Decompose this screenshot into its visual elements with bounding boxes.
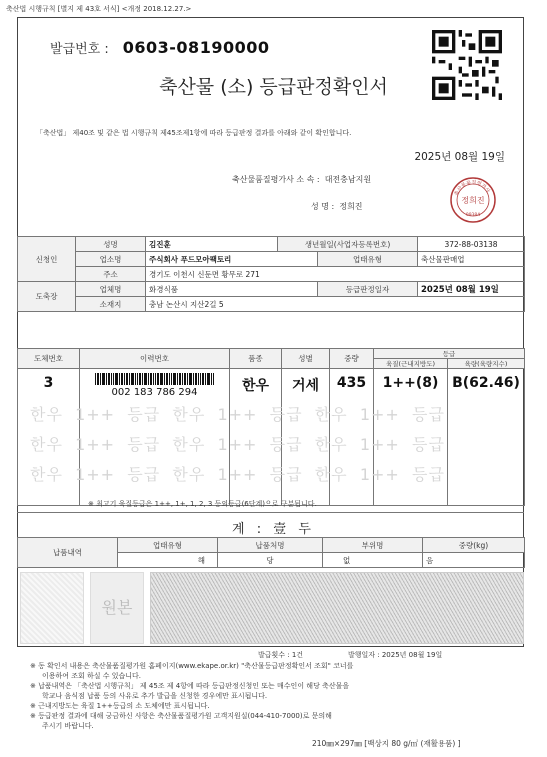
trace-number: 002 183 786 294 (111, 387, 198, 398)
issue-number-label: 발급번호 : (50, 42, 109, 57)
weight: 435 (336, 375, 367, 391)
paper-spec: 210㎜×297㎜ [백상지 80 g/㎡ (재활용품) ] (312, 739, 461, 748)
slaughter-addr-label: 소재지 (76, 297, 146, 312)
slaughterhouse-section-label: 도축장 (18, 282, 76, 312)
seal-top-text: 축산물품질평가사 (453, 179, 491, 197)
applicant-name-label: 성명 (76, 237, 146, 252)
security-noise-pattern (150, 572, 524, 644)
footer-note-1: ※ 동 확인서 내용은 축산물품질평가원 홈페이지(www.ekape.or.kr) "축산물등급판정확인서 조회" 코너를 (30, 662, 354, 670)
legal-statement: 「축산법」 제40조 및 같은 법 시행규칙 제45조제1항에 따라 등급판정 결과를 아래와 같이 확인합니다. (36, 129, 352, 137)
delivery-biz-type: 해 (118, 553, 218, 568)
delivery-dest-header: 납품처명 (218, 538, 323, 553)
watermark-row: 한우 1++ 등급 한우 1++ 등급 한우 1++ 등급 (30, 405, 445, 424)
grade-header: 등급 (374, 349, 525, 359)
certificate-title: 축산물 (소) 등급판정확인서 (159, 76, 388, 98)
sex: 거세 (291, 378, 320, 394)
footer-note-7: 주시기 바랍니다. (42, 722, 94, 730)
original-stamp (90, 572, 144, 644)
seal-center-text: 정희진 (461, 196, 485, 205)
biz-type: 축산물판매업 (418, 252, 525, 267)
watermark-row: 한우 1++ 등급 한우 1++ 등급 한우 1++ 등급 (30, 435, 445, 454)
official-seal (449, 176, 497, 224)
carcass-no: 3 (43, 375, 54, 391)
meat-quality-grade: 1++(8) (382, 375, 439, 391)
company-name: 주식회사 푸드모아팩토리 (146, 252, 318, 267)
yield-grade: B(62.46) (452, 375, 520, 391)
issued-date: 발행일자 : 2025년 08월 19일 (348, 651, 443, 659)
form-header-note: 축산법 시행규칙 [별지 제 43호 서식] <개정 2018.12.27.> (6, 5, 192, 13)
business-number: 372-88-03138 (418, 237, 525, 252)
delivery-weight: 음 (423, 553, 525, 568)
delivery-dest: 당 (218, 553, 323, 568)
meat-quality-header: 육질(근내지방도) (374, 359, 448, 369)
divider (17, 512, 524, 513)
issue-number-value: 0603-08190000 (122, 38, 270, 57)
issue-number (50, 38, 269, 57)
breed-header: 품종 (230, 349, 282, 369)
breed: 한우 (241, 378, 270, 394)
yield-header: 육량(육량지수) (448, 359, 525, 369)
footer-note-4: 학교나 음식점 납품 등의 사유로 추가 발급을 신청한 경우에만 표시됩니다. (42, 692, 268, 700)
total-count: 계 : 壹 두 (232, 522, 315, 537)
footer-note-2: 이용하여 조회 하실 수 있습니다. (42, 672, 142, 680)
carcass-no-header: 도체번호 (18, 349, 80, 369)
address-label: 주소 (76, 267, 146, 282)
delivery-weight-header: 중량(kg) (423, 538, 525, 553)
issue-count: 발급횟수 : 1건 (258, 651, 304, 659)
security-pattern (20, 572, 84, 644)
trace-no-header: 이력번호 (80, 349, 230, 369)
affiliation-label: 축산물품질평가사 소 속 : (232, 175, 320, 184)
grade-note: ※ 최고기 육질등급은 1++, 1+, 1, 2, 3 등외등급(6단계)으로 구분됩니다. (88, 500, 317, 508)
delivery-part-header: 부위명 (323, 538, 423, 553)
delivery-biz-type-header: 업태유형 (118, 538, 218, 553)
barcode-icon (95, 373, 215, 385)
issue-date: 2025년 08월 19일 (414, 151, 505, 163)
delivery-part: 없 (323, 553, 423, 568)
footer-note-3: ※ 납품내역은 「축산법 시행규칙」 제 45조 제 4항에 따라 등급판정신청인 또는 매수인이 해당 축산물을 (30, 682, 350, 690)
weight-header: 중량 (330, 349, 374, 369)
slaughter-company: 화경식품 (146, 282, 318, 297)
grading-date: 2025년 08월 19일 (418, 282, 525, 297)
address: 경기도 이천시 신둔면 황무로 271 (146, 267, 525, 282)
sex-header: 성별 (282, 349, 330, 369)
inspector-name-label: 성 명 : (311, 202, 335, 211)
slaughter-address: 충남 논산시 지산2길 5 (146, 297, 525, 312)
delivery-section-label: 납품내역 (18, 538, 118, 568)
biz-type-label: 업태유형 (318, 252, 418, 267)
footer-note-5: ※ 근내지방도는 육질 1++등급의 소 도체에만 표시됩니다. (30, 702, 210, 710)
seal-code: 99384 (465, 213, 481, 218)
birth-label: 생년월일(사업자등록번호) (278, 237, 418, 252)
inspector-name-value: 정희진 (339, 202, 363, 211)
applicant-section-label: 신청인 (18, 237, 76, 282)
inspector-affiliation (232, 174, 371, 185)
company-label: 업소명 (76, 252, 146, 267)
affiliation-value: 대전충남지원 (324, 175, 372, 184)
watermark-row: 한우 1++ 등급 한우 1++ 등급 한우 1++ 등급 (30, 465, 445, 484)
original-stamp-text: 원본 (101, 598, 133, 617)
applicant-name: 김진훈 (146, 237, 278, 252)
inspector-name (311, 201, 363, 212)
slaughter-company-label: 업체명 (76, 282, 146, 297)
footer-note-6: ※ 등급판정 결과에 대해 궁금하신 사항은 축산물품질평가원 고객지원실(044-410-7000)로 문의해 (30, 712, 332, 720)
grading-date-label: 등급판정일자 (318, 282, 418, 297)
